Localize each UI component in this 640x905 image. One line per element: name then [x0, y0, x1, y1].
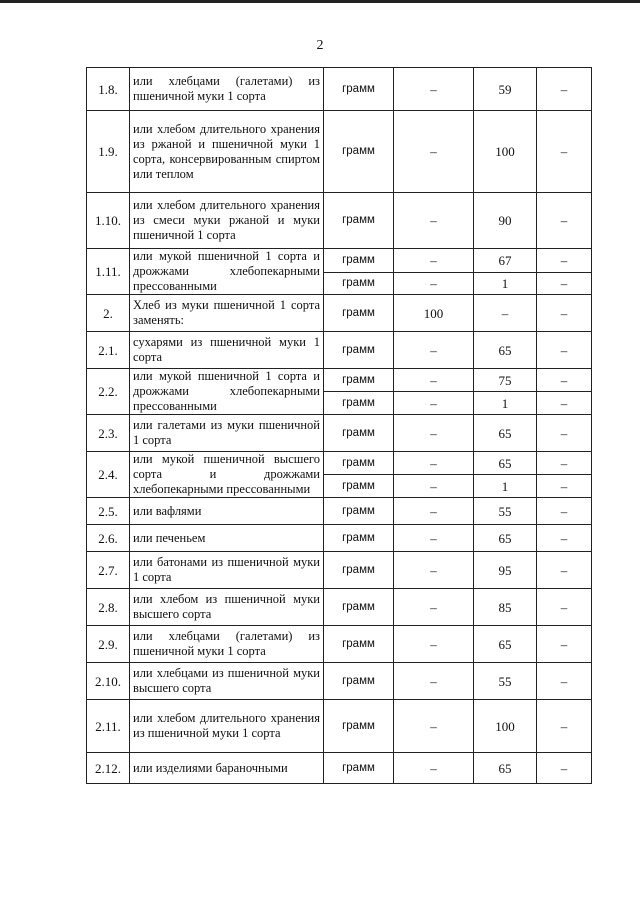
value-cell-1: –: [394, 589, 474, 626]
value-cell-3: –: [537, 415, 592, 452]
value-cell-2: 55: [474, 498, 537, 525]
item-number-cell: 2.11.: [87, 700, 130, 753]
value-cell-1: –: [394, 525, 474, 552]
table-row: [87, 498, 592, 525]
value-cell-3: –: [537, 295, 592, 332]
item-number-cell: 2.8.: [87, 589, 130, 626]
value-cell-3: –: [537, 249, 592, 273]
value-cell-3: –: [537, 68, 592, 111]
unit-cell: грамм: [324, 111, 394, 193]
unit-cell: грамм: [324, 295, 394, 332]
item-description-cell: или хлебом длительного хранения из пшеничной муки 1 сорта: [130, 700, 324, 753]
value-cell-2: 1: [474, 475, 537, 498]
value-cell-3: –: [537, 452, 592, 475]
value-cell-2: 65: [474, 525, 537, 552]
value-cell-1: –: [394, 369, 474, 392]
page-number: 2: [316, 38, 324, 53]
item-description-cell: или мукой пшеничной 1 сорта и дрожжами хлебопекарными прессованными: [130, 369, 324, 415]
value-cell-1: –: [394, 552, 474, 589]
item-number-cell: 1.11.: [87, 249, 130, 295]
value-cell-2: 100: [474, 111, 537, 193]
item-number-cell: 2.10.: [87, 663, 130, 700]
item-description-cell: или вафлями: [130, 498, 324, 525]
item-description-cell: или галетами из муки пшеничной 1 сорта: [130, 415, 324, 452]
top-border-line: [0, 0, 640, 3]
item-description-cell: или изделиями бараночными: [130, 753, 324, 784]
value-cell-2: 59: [474, 68, 537, 111]
table-row: [87, 193, 592, 249]
item-description-cell: или хлебом длительного хранения из смеси муки ржаной и муки пшеничной 1 сорта: [130, 193, 324, 249]
value-cell-3: –: [537, 498, 592, 525]
item-number-cell: 2.3.: [87, 415, 130, 452]
value-cell-1: –: [394, 475, 474, 498]
value-cell-2: 95: [474, 552, 537, 589]
value-cell-2: 1: [474, 272, 537, 294]
unit-cell: грамм: [324, 272, 394, 294]
item-number-cell: 2.7.: [87, 552, 130, 589]
table-row: [87, 68, 592, 111]
value-cell-2: –: [474, 295, 537, 332]
item-description-cell: или мукой пшеничной высшего сорта и дрожжами хлебопекарными прессованными: [130, 452, 324, 498]
table-row: [87, 753, 592, 784]
value-cell-2: 100: [474, 700, 537, 753]
unit-cell: грамм: [324, 626, 394, 663]
table-row: [87, 295, 592, 332]
unit-cell: грамм: [324, 452, 394, 475]
value-cell-3: –: [537, 753, 592, 784]
item-number-cell: 1.9.: [87, 111, 130, 193]
item-description-cell: или хлебцами (галетами) из пшеничной муки 1 сорта: [130, 626, 324, 663]
table-row: [87, 111, 592, 193]
item-number-cell: 2.4.: [87, 452, 130, 498]
item-description-cell: или мукой пшеничной 1 сорта и дрожжами хлебопекарными прессованными: [130, 249, 324, 295]
value-cell-3: –: [537, 589, 592, 626]
table-row: [87, 332, 592, 369]
value-cell-1: –: [394, 68, 474, 111]
table-row: [87, 249, 592, 273]
value-cell-3: –: [537, 111, 592, 193]
unit-cell: грамм: [324, 663, 394, 700]
value-cell-3: –: [537, 392, 592, 415]
unit-cell: грамм: [324, 475, 394, 498]
value-cell-2: 65: [474, 626, 537, 663]
value-cell-2: 65: [474, 415, 537, 452]
value-cell-3: –: [537, 552, 592, 589]
value-cell-1: –: [394, 415, 474, 452]
unit-cell: грамм: [324, 498, 394, 525]
value-cell-3: –: [537, 332, 592, 369]
ration-substitution-table: [86, 67, 592, 784]
value-cell-3: –: [537, 525, 592, 552]
value-cell-2: 65: [474, 332, 537, 369]
table-row: [87, 525, 592, 552]
item-description-cell: сухарями из пшеничной муки 1 сорта: [130, 332, 324, 369]
item-description-cell: или хлебом из пшеничной муки высшего сорта: [130, 589, 324, 626]
value-cell-1: –: [394, 753, 474, 784]
value-cell-1: –: [394, 700, 474, 753]
table-row: [87, 589, 592, 626]
value-cell-1: –: [394, 663, 474, 700]
value-cell-1: –: [394, 626, 474, 663]
value-cell-3: –: [537, 193, 592, 249]
value-cell-2: 67: [474, 249, 537, 273]
table-body: [87, 68, 592, 784]
value-cell-1: –: [394, 452, 474, 475]
value-cell-1: –: [394, 332, 474, 369]
value-cell-1: –: [394, 392, 474, 415]
value-cell-3: –: [537, 700, 592, 753]
table-row: [87, 369, 592, 392]
item-description-cell: или хлебцами из пшеничной муки высшего сорта: [130, 663, 324, 700]
unit-cell: грамм: [324, 753, 394, 784]
value-cell-2: 65: [474, 452, 537, 475]
table-row: [87, 663, 592, 700]
value-cell-1: –: [394, 272, 474, 294]
item-number-cell: 2.5.: [87, 498, 130, 525]
value-cell-3: –: [537, 272, 592, 294]
value-cell-2: 85: [474, 589, 537, 626]
item-description-cell: или хлебом длительного хранения из ржаной и пшеничной муки 1 сорта, консервированным спиртом или теплом: [130, 111, 324, 193]
item-number-cell: 2.6.: [87, 525, 130, 552]
value-cell-2: 1: [474, 392, 537, 415]
table-row: [87, 552, 592, 589]
item-number-cell: 2.2.: [87, 369, 130, 415]
unit-cell: грамм: [324, 525, 394, 552]
item-description-cell: или батонами из пшеничной муки 1 сорта: [130, 552, 324, 589]
item-number-cell: 2.12.: [87, 753, 130, 784]
value-cell-2: 75: [474, 369, 537, 392]
item-description-cell: Хлеб из муки пшеничной 1 сорта заменять:: [130, 295, 324, 332]
unit-cell: грамм: [324, 332, 394, 369]
item-number-cell: 2.: [87, 295, 130, 332]
table-row: [87, 415, 592, 452]
value-cell-1: –: [394, 111, 474, 193]
unit-cell: грамм: [324, 589, 394, 626]
item-description-cell: или печеньем: [130, 525, 324, 552]
unit-cell: грамм: [324, 415, 394, 452]
unit-cell: грамм: [324, 68, 394, 111]
unit-cell: грамм: [324, 249, 394, 273]
value-cell-1: –: [394, 193, 474, 249]
value-cell-3: –: [537, 369, 592, 392]
unit-cell: грамм: [324, 193, 394, 249]
item-number-cell: 2.9.: [87, 626, 130, 663]
value-cell-2: 90: [474, 193, 537, 249]
value-cell-2: 55: [474, 663, 537, 700]
value-cell-3: –: [537, 663, 592, 700]
unit-cell: грамм: [324, 552, 394, 589]
item-number-cell: 1.8.: [87, 68, 130, 111]
unit-cell: грамм: [324, 700, 394, 753]
item-number-cell: 1.10.: [87, 193, 130, 249]
item-number-cell: 2.1.: [87, 332, 130, 369]
item-description-cell: или хлебцами (галетами) из пшеничной муки 1 сорта: [130, 68, 324, 111]
table-row: [87, 452, 592, 475]
value-cell-1: –: [394, 498, 474, 525]
value-cell-2: 65: [474, 753, 537, 784]
value-cell-3: –: [537, 475, 592, 498]
value-cell-1: –: [394, 249, 474, 273]
unit-cell: грамм: [324, 392, 394, 415]
value-cell-1: 100: [394, 295, 474, 332]
unit-cell: грамм: [324, 369, 394, 392]
value-cell-3: –: [537, 626, 592, 663]
table-row: [87, 626, 592, 663]
table-row: [87, 700, 592, 753]
